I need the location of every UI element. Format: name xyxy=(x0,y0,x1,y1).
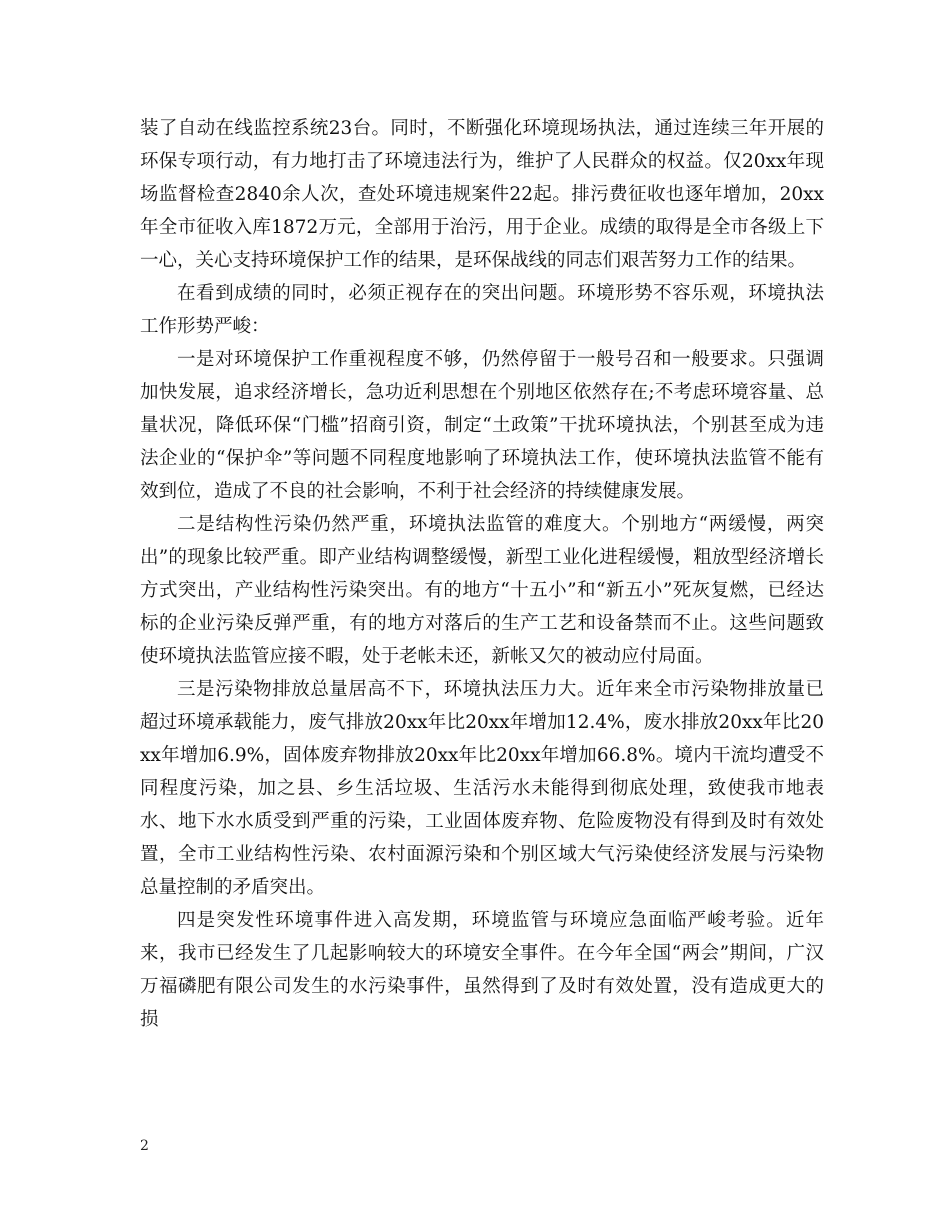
paragraph-problem-two: 二是结构性污染仍然严重，环境执法监管的难度大。个别地方“两缓慢，两突出”的现象比较严重。即产业结构调整缓慢，新型工业化进程缓慢，粗放型经济增长方式突出，产业结构性污染突出。有的地方“十五小”和“新五小”死灰复燃，已经达标的企业污染反弹严重，有的地方对落后的生产工艺和设备禁而不止。这些问题致使环境执法监管应接不暇，处于老帐未还，新帐又欠的被动应付局面。 xyxy=(140,514,824,667)
paragraph-intro-problems: 在看到成绩的同时，必须正视存在的突出问题。环境形势不容乐观，环境执法工作形势严峻： xyxy=(140,283,824,337)
page-number: 2 xyxy=(140,1138,149,1154)
paragraph-problem-one: 一是对环境保护工作重视程度不够，仍然停留于一般号召和一般要求。只强调加快发展，追求经济增长，急功近利思想在个别地区依然存在;不考虑环境容量、总量状况，降低环保“门槛”招商引资，制定“土政策”干扰环境执法，个别甚至成为违法企业的“保护伞”等问题不同程度地影响了环境执法工作，使环境执法监管不能有效到位，造成了不良的社会影响，不利于社会经济的持续健康发展。 xyxy=(140,349,824,502)
paragraph-problem-three: 三是污染物排放总量居高不下，环境执法压力大。近年来全市污染物排放量已超过环境承载能力，废气排放20xx年比20xx年增加12.4%，废水排放20xx年比20xx年增加6.9%，固体废弃物排放20xx年比20xx年增加66.8%。境内干流均遭受不同程度污染，加之县、乡生活垃圾、生活污水未能得到彻底处理，致使我市地表水、地下水水质受到严重的污染，工业固体废弃物、危险废物没有得到及时有效处置，全市工业结构性污染、农村面源污染和个别区域大气污染使经济发展与污染物总量控制的矛盾突出。 xyxy=(140,679,824,898)
paragraph-problem-four: 四是突发性环境事件进入高发期，环境监管与环境应急面临严峻考验。近年来，我市已经发生了几起影响较大的环境安全事件。在今年全国“两会”期间，广汉万福磷肥有限公司发生的水污染事件，虽然得到了及时有效处置，没有造成更大的损 xyxy=(140,910,824,1030)
document-body xyxy=(140,112,824,1036)
paragraph-continuation: 装了自动在线监控系统23台。同时，不断强化环境现场执法，通过连续三年开展的环保专项行动，有力地打击了环境违法行为，维护了人民群众的权益。仅20xx年现场监督检查2840余人次，查处环境违规案件22起。排污费征收也逐年增加，20xx年全市征收入库1872万元，全部用于治污，用于企业。成绩的取得是全市各级上下一心，关心支持环境保护工作的结果，是环保战线的同志们艰苦努力工作的结果。 xyxy=(140,118,824,271)
